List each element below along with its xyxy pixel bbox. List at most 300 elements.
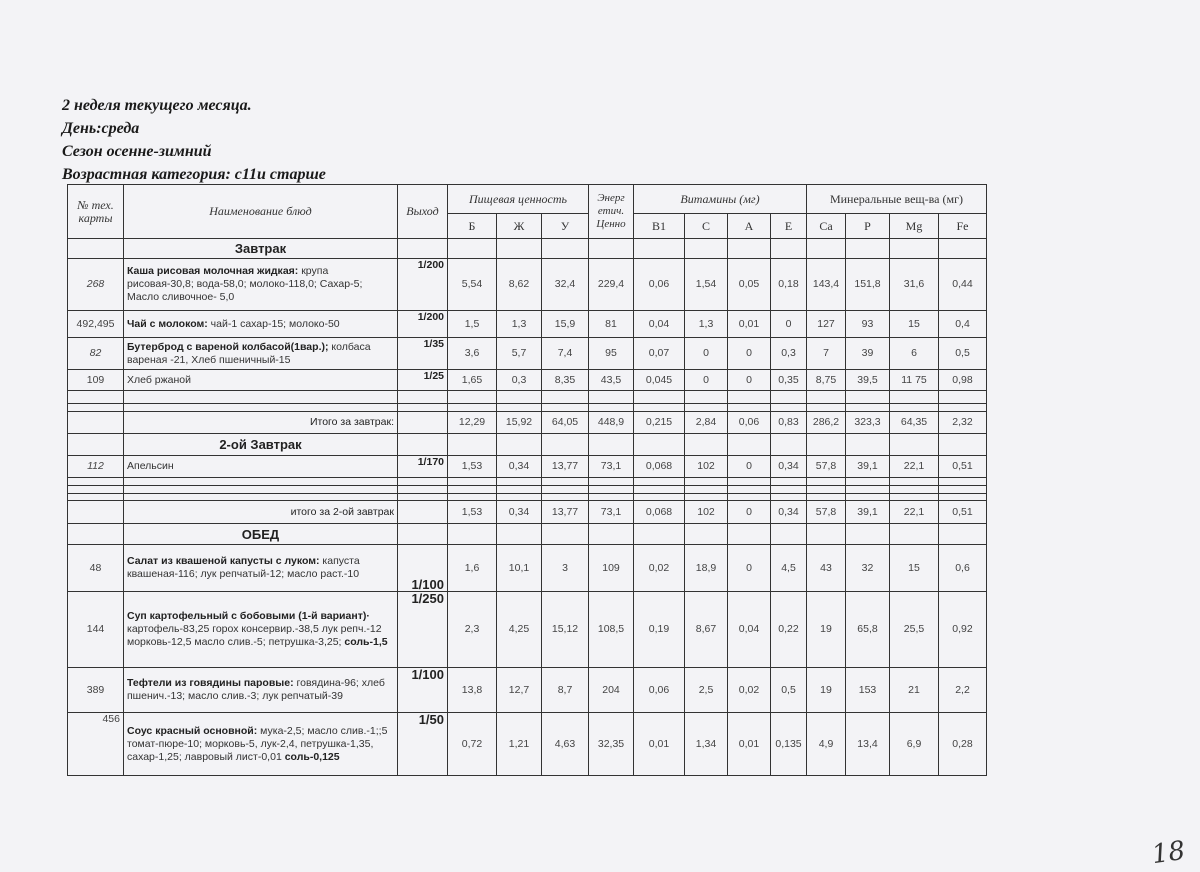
value-cell: 21 (890, 668, 939, 713)
value-cell: 22,1 (890, 501, 939, 524)
value-cell: 0,34 (497, 501, 542, 524)
cell-empty (890, 524, 939, 545)
value-cell: 64,05 (542, 412, 589, 434)
value-cell: 1,65 (448, 370, 497, 391)
value-cell: 57,8 (807, 501, 846, 524)
dish-name (124, 668, 398, 713)
cell-empty (685, 239, 728, 259)
dish-salt: соль-0,125 (284, 750, 340, 763)
col-header-num: № тех. карты (68, 185, 124, 239)
value-cell: 15,92 (497, 412, 542, 434)
cell-empty (589, 524, 634, 545)
col-header-name: Наименование блюд (124, 185, 398, 239)
value-cell: 4,63 (542, 713, 589, 776)
value-cell: 7 (807, 338, 846, 370)
value-cell: 0,068 (634, 456, 685, 478)
value-cell: 12,29 (448, 412, 497, 434)
cell-empty (68, 239, 124, 259)
value-cell: 0 (685, 338, 728, 370)
value-cell: 1,6 (448, 545, 497, 592)
value-cell: 2,2 (939, 668, 987, 713)
cell-empty (497, 524, 542, 545)
dish-ingredients: говядина-96; хлеб пшенич.-13; масло слив.-3; лук репчатый-39 (127, 677, 385, 702)
value-cell: 32,35 (589, 713, 634, 776)
cell-empty (685, 478, 728, 486)
empty-row (68, 391, 987, 404)
tech-card-number: 109 (68, 370, 124, 391)
value-cell: 0,01 (634, 713, 685, 776)
tech-card-number: 456 (68, 713, 124, 776)
dish-name (124, 592, 398, 668)
cell-empty (448, 434, 497, 456)
output-cell: 1/170 (398, 456, 448, 478)
dish-title: Каша рисовая молочная жидкая: (127, 265, 299, 277)
value-cell: 0 (685, 370, 728, 391)
cell-empty (398, 391, 448, 404)
value-cell: 0,35 (771, 370, 807, 391)
value-cell: 1,3 (685, 311, 728, 338)
cell-empty (807, 494, 846, 501)
cell-empty (542, 524, 589, 545)
value-cell: 15,9 (542, 311, 589, 338)
value-cell: 143,4 (807, 259, 846, 311)
cell-empty (846, 434, 890, 456)
value-cell: 11 75 (890, 370, 939, 391)
cell-empty (448, 524, 497, 545)
value-cell: 43,5 (589, 370, 634, 391)
value-cell: 8,35 (542, 370, 589, 391)
dish-ingredients: картофель-83,25 горох консервир.-38,5 лук репч.-12 морковь-12,5 масло слив.-5; петрушка-3,25; (127, 623, 382, 648)
value-cell: 0,02 (728, 668, 771, 713)
dish-ingredients: Хлеб ржаной (127, 373, 191, 386)
cell-empty (846, 478, 890, 486)
dish-salt: соль-1,5 (344, 636, 388, 648)
col-subheader: Ca (807, 214, 846, 239)
cell-empty (634, 434, 685, 456)
cell-empty (542, 239, 589, 259)
cell-empty (448, 391, 497, 404)
table-row (68, 713, 987, 776)
dish-name (124, 545, 398, 592)
value-cell: 0,51 (939, 456, 987, 478)
cell-empty (124, 404, 398, 412)
total-row (68, 412, 987, 434)
col-subheader: A (728, 214, 771, 239)
cell-empty (398, 434, 448, 456)
empty-row (68, 478, 987, 486)
value-cell: 1,34 (685, 713, 728, 776)
value-cell: 151,8 (846, 259, 890, 311)
day-heading: День:среда (62, 120, 140, 137)
cell-empty (589, 478, 634, 486)
cell-empty (68, 412, 124, 434)
col-subheader: Б (448, 214, 497, 239)
cell-empty (807, 478, 846, 486)
value-cell: 15 (890, 311, 939, 338)
cell-empty (448, 239, 497, 259)
value-cell: 0,72 (448, 713, 497, 776)
cell-empty (807, 524, 846, 545)
cell-empty (939, 486, 987, 494)
value-cell: 448,9 (589, 412, 634, 434)
value-cell: 4,25 (497, 592, 542, 668)
value-cell: 102 (685, 456, 728, 478)
week-heading: 2 неделя текущего месяца. (62, 97, 252, 114)
value-cell: 1,3 (497, 311, 542, 338)
section-row (68, 239, 987, 259)
value-cell: 19 (807, 592, 846, 668)
cell-empty (728, 478, 771, 486)
cell-empty (398, 404, 448, 412)
value-cell: 0,01 (728, 311, 771, 338)
cell-empty (939, 524, 987, 545)
section-title: 2-ой Завтрак (124, 434, 398, 456)
table-row (68, 668, 987, 713)
cell-empty (542, 391, 589, 404)
cell-empty (634, 391, 685, 404)
cell-empty (634, 486, 685, 494)
output-cell: 1/35 (398, 338, 448, 370)
value-cell: 73,1 (589, 456, 634, 478)
cell-empty (846, 239, 890, 259)
value-cell: 1,53 (448, 456, 497, 478)
output-cell: 1/200 (398, 311, 448, 338)
cell-empty (542, 404, 589, 412)
cell-empty (890, 239, 939, 259)
value-cell: 0,01 (728, 713, 771, 776)
value-cell: 108,5 (589, 592, 634, 668)
table-row (68, 311, 987, 338)
dish-title: Соус красный основной: (127, 724, 258, 737)
dish-title: Чай с молоком: (127, 317, 208, 330)
empty-row (68, 494, 987, 501)
col-header-output: Выход (398, 185, 448, 239)
cell-empty (497, 478, 542, 486)
value-cell: 13,77 (542, 501, 589, 524)
value-cell: 0 (728, 370, 771, 391)
dish-ingredients: мука-2,5; масло слив.-1;;5 томат-пюре-10; морковь-5, лук-2,4, петрушка-1,35, сахар-1,25; лавровый лист-0,01 (127, 724, 388, 763)
output-cell: 1/100 (398, 545, 448, 592)
col-header-vitamins: Витамины (мг) (634, 185, 807, 214)
value-cell: 57,8 (807, 456, 846, 478)
value-cell: 0,34 (497, 456, 542, 478)
cell-empty (728, 486, 771, 494)
age-category-heading: Возрастная категория: с11и старше (62, 166, 326, 183)
value-cell: 6,9 (890, 713, 939, 776)
cell-empty (771, 478, 807, 486)
output-cell: 1/25 (398, 370, 448, 391)
value-cell: 0,92 (939, 592, 987, 668)
value-cell: 3,6 (448, 338, 497, 370)
cell-empty (497, 239, 542, 259)
cell-empty (890, 391, 939, 404)
value-cell: 8,62 (497, 259, 542, 311)
tech-card-number: 389 (68, 668, 124, 713)
value-cell: 0 (728, 338, 771, 370)
cell-empty (542, 486, 589, 494)
value-cell: 0,04 (634, 311, 685, 338)
value-cell: 6 (890, 338, 939, 370)
value-cell: 0,28 (939, 713, 987, 776)
table-row (68, 456, 987, 478)
value-cell: 39 (846, 338, 890, 370)
dish-name (124, 311, 398, 338)
value-cell: 0 (771, 311, 807, 338)
cell-empty (890, 494, 939, 501)
section-title: Завтрак (124, 239, 398, 259)
cell-empty (685, 486, 728, 494)
value-cell: 12,7 (497, 668, 542, 713)
cell-empty (846, 524, 890, 545)
page-number: 18 (1150, 835, 1188, 871)
value-cell: 109 (589, 545, 634, 592)
cell-empty (846, 404, 890, 412)
value-cell: 18,9 (685, 545, 728, 592)
tech-card-number: 82 (68, 338, 124, 370)
dish-ingredients: чай-1 сахар-15; молоко-50 (207, 317, 340, 330)
value-cell: 43 (807, 545, 846, 592)
value-cell: 0,18 (771, 259, 807, 311)
cell-empty (398, 494, 448, 501)
cell-empty (890, 434, 939, 456)
col-subheader: У (542, 214, 589, 239)
cell-empty (589, 486, 634, 494)
value-cell: 1,5 (448, 311, 497, 338)
cell-empty (771, 494, 807, 501)
cell-empty (807, 239, 846, 259)
value-cell: 15,12 (542, 592, 589, 668)
table-row (68, 592, 987, 668)
table-row (68, 545, 987, 592)
cell-empty (807, 434, 846, 456)
value-cell: 39,1 (846, 501, 890, 524)
value-cell: 0,4 (939, 311, 987, 338)
cell-empty (846, 391, 890, 404)
cell-empty (448, 494, 497, 501)
value-cell: 95 (589, 338, 634, 370)
cell-empty (542, 494, 589, 501)
cell-empty (728, 524, 771, 545)
cell-empty (68, 434, 124, 456)
dish-name (124, 456, 398, 478)
cell-empty (124, 486, 398, 494)
value-cell: 31,6 (890, 259, 939, 311)
cell-empty (890, 478, 939, 486)
col-subheader: P (846, 214, 890, 239)
cell-empty (68, 494, 124, 501)
col-subheader: Mg (890, 214, 939, 239)
value-cell: 0,068 (634, 501, 685, 524)
value-cell: 32 (846, 545, 890, 592)
value-cell: 0,06 (728, 412, 771, 434)
total-row (68, 501, 987, 524)
output-cell: 1/250 (398, 592, 448, 668)
value-cell: 0,3 (771, 338, 807, 370)
value-cell: 15 (890, 545, 939, 592)
cell-empty (398, 239, 448, 259)
dish-name (124, 338, 398, 370)
output-cell: 1/200 (398, 259, 448, 311)
cell-empty (685, 404, 728, 412)
dish-ingredients: колбаса вареная -21, Хлеб пшеничный-15 (127, 340, 371, 366)
value-cell: 0,6 (939, 545, 987, 592)
cell-empty (939, 239, 987, 259)
value-cell: 3 (542, 545, 589, 592)
cell-empty (634, 239, 685, 259)
cell-empty (771, 391, 807, 404)
value-cell: 127 (807, 311, 846, 338)
cell-empty (846, 494, 890, 501)
cell-empty (124, 494, 398, 501)
value-cell: 5,54 (448, 259, 497, 311)
value-cell: 0,02 (634, 545, 685, 592)
value-cell: 25,5 (890, 592, 939, 668)
dish-name (124, 713, 398, 776)
cell-empty (589, 239, 634, 259)
value-cell: 2,84 (685, 412, 728, 434)
section-row (68, 524, 987, 545)
value-cell: 13,77 (542, 456, 589, 478)
table-row (68, 338, 987, 370)
value-cell: 153 (846, 668, 890, 713)
cell-empty (807, 404, 846, 412)
dish-title: Суп картофельный с бобовыми (1-й вариант)· (127, 610, 370, 622)
value-cell: 13,4 (846, 713, 890, 776)
col-subheader: Ж (497, 214, 542, 239)
cell-empty (68, 501, 124, 524)
tech-card-number: 268 (68, 259, 124, 311)
cell-empty (542, 434, 589, 456)
cell-empty (771, 434, 807, 456)
cell-empty (939, 494, 987, 501)
cell-empty (398, 486, 448, 494)
cell-empty (497, 404, 542, 412)
dish-ingredients: Апельсин (127, 460, 174, 472)
value-cell: 73,1 (589, 501, 634, 524)
cell-empty (728, 404, 771, 412)
value-cell: 1,54 (685, 259, 728, 311)
cell-empty (771, 486, 807, 494)
cell-empty (728, 239, 771, 259)
value-cell: 2,32 (939, 412, 987, 434)
cell-empty (685, 434, 728, 456)
value-cell: 4,9 (807, 713, 846, 776)
dish-ingredients: капуста квашеная-116; лук репчатый-12; масло раст.-10 (127, 555, 360, 580)
cell-empty (497, 434, 542, 456)
value-cell: 0,135 (771, 713, 807, 776)
value-cell: 0 (728, 456, 771, 478)
value-cell: 81 (589, 311, 634, 338)
value-cell: 0,51 (939, 501, 987, 524)
season-heading: Сезон осенне-зимний (62, 143, 212, 160)
cell-empty (685, 494, 728, 501)
cell-empty (589, 434, 634, 456)
col-subheader: C (685, 214, 728, 239)
cell-empty (685, 391, 728, 404)
value-cell: 8,67 (685, 592, 728, 668)
value-cell: 1,53 (448, 501, 497, 524)
col-subheader: B1 (634, 214, 685, 239)
total-label: итого за 2-ой завтрак (124, 501, 398, 524)
cell-empty (634, 524, 685, 545)
cell-empty (68, 486, 124, 494)
cell-empty (68, 404, 124, 412)
dish-ingredients: крупа рисовая-30,8; вода-58,0; молоко-118,0; Сахар-5; Масло сливочное- 5,0 (127, 265, 363, 303)
section-title: ОБЕД (124, 524, 398, 545)
cell-empty (497, 391, 542, 404)
cell-empty (634, 478, 685, 486)
value-cell: 8,7 (542, 668, 589, 713)
cell-empty (771, 239, 807, 259)
value-cell: 5,7 (497, 338, 542, 370)
value-cell: 0,19 (634, 592, 685, 668)
tech-card-number: 492,495 (68, 311, 124, 338)
cell-empty (497, 494, 542, 501)
cell-empty (68, 524, 124, 545)
tech-card-number: 144 (68, 592, 124, 668)
cell-empty (448, 486, 497, 494)
output-cell: 1/50 (398, 713, 448, 776)
empty-row (68, 404, 987, 412)
cell-empty (124, 478, 398, 486)
value-cell: 0,34 (771, 456, 807, 478)
table-row (68, 370, 987, 391)
section-row (68, 434, 987, 456)
value-cell: 2,5 (685, 668, 728, 713)
value-cell: 0,34 (771, 501, 807, 524)
cell-empty (634, 494, 685, 501)
tech-card-number: 112 (68, 456, 124, 478)
cell-empty (846, 486, 890, 494)
value-cell: 286,2 (807, 412, 846, 434)
dish-title: Тефтели из говядины паровые: (127, 677, 294, 689)
cell-empty (589, 494, 634, 501)
col-header-nutrition: Пищевая ценность (448, 185, 589, 214)
value-cell: 0 (728, 545, 771, 592)
cell-empty (124, 391, 398, 404)
value-cell: 64,35 (890, 412, 939, 434)
value-cell: 0,98 (939, 370, 987, 391)
value-cell: 0,3 (497, 370, 542, 391)
dish-name (124, 370, 398, 391)
value-cell: 102 (685, 501, 728, 524)
value-cell: 0,06 (634, 668, 685, 713)
value-cell: 0,83 (771, 412, 807, 434)
output-cell: 1/100 (398, 668, 448, 713)
col-subheader: E (771, 214, 807, 239)
value-cell: 0,07 (634, 338, 685, 370)
cell-empty (542, 478, 589, 486)
cell-empty (890, 486, 939, 494)
value-cell: 0,5 (939, 338, 987, 370)
cell-empty (771, 404, 807, 412)
value-cell: 7,4 (542, 338, 589, 370)
cell-empty (497, 486, 542, 494)
value-cell: 13,8 (448, 668, 497, 713)
value-cell: 229,4 (589, 259, 634, 311)
value-cell: 1,21 (497, 713, 542, 776)
value-cell: 39,1 (846, 456, 890, 478)
cell-empty (448, 478, 497, 486)
value-cell: 2,3 (448, 592, 497, 668)
value-cell: 0,04 (728, 592, 771, 668)
dish-title: Салат из квашеной капусты с луком: (127, 555, 320, 567)
cell-empty (448, 404, 497, 412)
value-cell: 32,4 (542, 259, 589, 311)
value-cell: 0,215 (634, 412, 685, 434)
value-cell: 0,05 (728, 259, 771, 311)
value-cell: 39,5 (846, 370, 890, 391)
